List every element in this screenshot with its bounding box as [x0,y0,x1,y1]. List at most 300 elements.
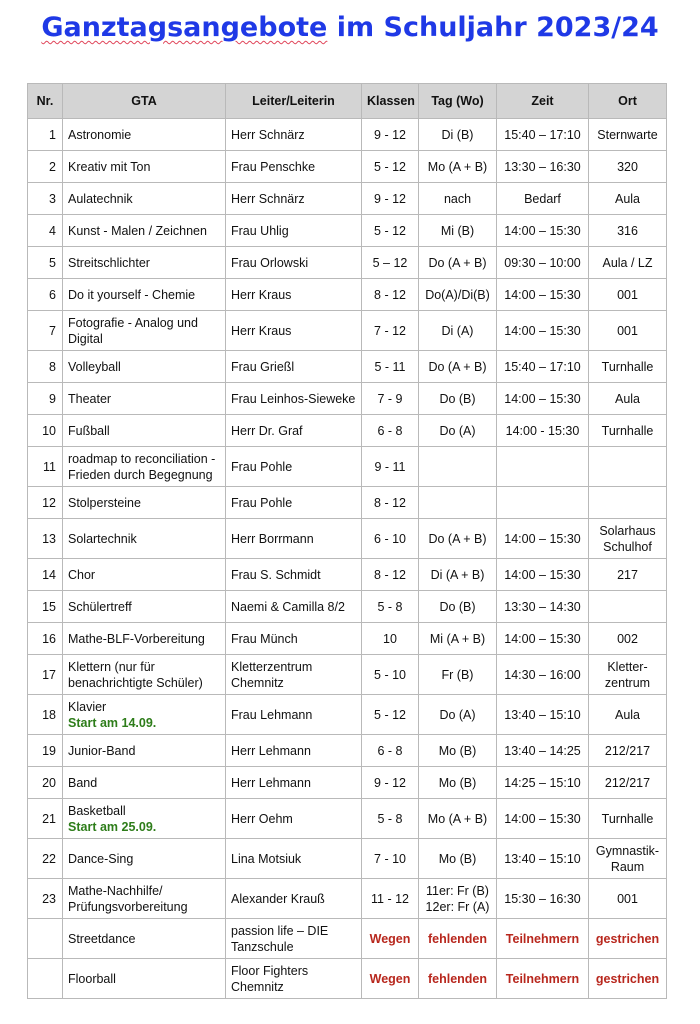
cell-leiter [226,919,362,959]
start-date-note: Start am 14.09. [68,715,157,730]
cell-line: Raum [610,859,645,874]
cell-line: Stolpersteine [68,495,141,510]
cell-nr: 18 [28,695,63,735]
header-nr: Nr. [28,84,63,119]
cell-ort [589,655,667,695]
table-row [28,767,667,799]
header-klassen: Klassen [362,84,419,119]
cell-line: Di (B) [441,127,474,142]
cell-ort [589,879,667,919]
cell-line: Frau Münch [231,631,298,646]
cell-zeit: 14:00 – 15:30 [497,559,589,591]
table-row [28,959,667,999]
cell-zeit: 13:30 – 14:30 [497,591,589,623]
cell-tag [419,519,497,559]
cell-line: Floorball [68,971,116,986]
cell-nr: 12 [28,487,63,519]
cell-klassen: 9 - 12 [362,119,419,151]
cell-nr: 17 [28,655,63,695]
cell-gta [63,279,226,311]
gta-table [27,83,667,999]
cell-nr: 9 [28,383,63,415]
cell-zeit: 14:25 – 15:10 [497,767,589,799]
table-row [28,735,667,767]
cell-leiter [226,487,362,519]
cell-klassen: 9 - 12 [362,767,419,799]
cell-leiter [226,247,362,279]
cell-gta [63,351,226,383]
cell-line: Mathe-BLF-Vorbereitung [68,631,205,646]
cell-tag [419,735,497,767]
cell-klassen: 6 - 10 [362,519,419,559]
table-row [28,351,667,383]
cell-klassen: 10 [362,623,419,655]
cell-tag [419,415,497,447]
cell-ort [589,799,667,839]
cell-line: Alexander Krauß [231,891,325,906]
cell-line: Chor [68,567,96,582]
cancel-note: gestrichen [595,971,660,986]
cell-line: Digital [68,331,103,346]
cell-zeit [497,959,589,999]
cell-zeit: 15:40 – 17:10 [497,119,589,151]
cell-line: passion life – DIE [231,923,329,938]
cell-line: 212/217 [604,743,651,758]
cell-nr: 21 [28,799,63,839]
cell-klassen: 5 – 12 [362,247,419,279]
cell-line: Solarhaus [599,523,656,538]
cell-leiter [226,279,362,311]
cell-klassen: 5 - 12 [362,695,419,735]
cell-line: Junior-Band [68,743,136,758]
cell-nr: 14 [28,559,63,591]
cell-leiter [226,351,362,383]
cell-line: 001 [617,287,638,302]
cell-leiter [226,415,362,447]
cell-line: Mi (B) [440,223,475,238]
header-ort: Ort [589,84,667,119]
cell-nr: 13 [28,519,63,559]
cell-line: Aula [614,191,641,206]
cell-line: zentrum [604,675,651,690]
cell-ort [589,119,667,151]
cell-line: Basketball [68,803,126,818]
cell-gta [63,959,226,999]
cell-leiter [226,623,362,655]
header-gta: GTA [63,84,226,119]
cell-line: Frau Grießl [231,359,295,374]
cell-line: Frau Penschke [231,159,316,174]
cell-line: Klavier [68,699,107,714]
cell-zeit: 13:40 – 15:10 [497,695,589,735]
cell-gta [63,447,226,487]
cell-tag [419,119,497,151]
cell-gta [63,519,226,559]
cancel-note: Teilnehmern [505,931,580,946]
cell-zeit: 14:00 - 15:30 [497,415,589,447]
cell-line: 001 [617,891,638,906]
cell-klassen: 5 - 8 [362,799,419,839]
cell-line: Kreativ mit Ton [68,159,151,174]
cell-line: Schülertreff [68,599,132,614]
cell-zeit: 14:00 – 15:30 [497,799,589,839]
title-first-word: Ganztagsangebote [41,12,328,43]
cancel-note: gestrichen [595,931,660,946]
cell-line: nach [443,191,472,206]
cell-klassen: 8 - 12 [362,487,419,519]
cell-line: Do (A + B) [428,255,487,270]
cell-tag [419,695,497,735]
cell-gta [63,655,226,695]
cell-klassen: 9 - 12 [362,183,419,215]
cell-line: Do (A) [439,423,476,438]
cell-leiter [226,383,362,415]
cell-nr: 15 [28,591,63,623]
cell-line: Frau Leinhos-Sieweke [231,391,356,406]
cell-gta [63,183,226,215]
cell-line: Volleyball [68,359,121,374]
table-row [28,119,667,151]
cell-line: 001 [617,323,638,338]
cell-line: 217 [617,567,638,582]
cell-zeit: 15:40 – 17:10 [497,351,589,383]
cell-gta [63,799,226,839]
cell-tag [419,655,497,695]
cell-line: Streetdance [68,931,136,946]
cell-nr: 8 [28,351,63,383]
cell-leiter [226,183,362,215]
cell-line: Frieden durch Begegnung [68,467,213,482]
cell-nr: 20 [28,767,63,799]
cell-gta [63,487,226,519]
cell-line: Frau Uhlig [231,223,289,238]
cell-nr: 19 [28,735,63,767]
cell-line: Mi (A + B) [429,631,486,646]
cell-line: Aulatechnik [68,191,133,206]
cell-line: Do (B) [439,599,476,614]
cell-gta [63,119,226,151]
cell-leiter [226,959,362,999]
cell-ort [589,591,667,623]
table-row [28,623,667,655]
table-row [28,519,667,559]
cell-line: Prüfungsvorbereitung [68,899,188,914]
cell-line: Herr Lehmann [231,743,311,758]
cell-line: Do (A) [439,707,476,722]
cell-tag [419,959,497,999]
cell-nr [28,919,63,959]
cell-ort [589,735,667,767]
cell-nr: 6 [28,279,63,311]
cell-klassen: 5 - 12 [362,215,419,247]
cell-line: Solartechnik [68,531,137,546]
cell-ort [589,279,667,311]
cell-nr: 22 [28,839,63,879]
cell-zeit: 14:00 – 15:30 [497,383,589,415]
cell-line: Kunst - Malen / Zeichnen [68,223,207,238]
cancel-note: Wegen [369,971,411,986]
cell-line: Herr Borrmann [231,531,314,546]
cell-line: Herr Schnärz [231,127,305,142]
cell-line: 12er: Fr (A) [425,899,490,914]
cell-leiter [226,839,362,879]
cell-leiter [226,519,362,559]
cell-line: Frau Pohle [231,459,293,474]
cell-gta [63,415,226,447]
cell-zeit: 14:00 – 15:30 [497,311,589,351]
cell-klassen: 7 - 9 [362,383,419,415]
cell-line: Turnhalle [601,359,654,374]
cell-tag [419,383,497,415]
page-title [0,12,700,43]
cell-ort [589,215,667,247]
start-date-note: Start am 25.09. [68,819,157,834]
cell-line: Klettern (nur für [68,659,155,674]
cell-nr: 1 [28,119,63,151]
cell-klassen [362,959,419,999]
table-row [28,559,667,591]
cell-line: Aula [614,707,641,722]
cell-zeit [497,447,589,487]
cell-line: Frau Pohle [231,495,293,510]
cell-gta [63,767,226,799]
cell-tag [419,799,497,839]
cell-line: Herr Lehmann [231,775,311,790]
cell-line: Herr Kraus [231,323,292,338]
table-body [28,119,667,999]
cell-leiter [226,655,362,695]
cell-line: Mo (B) [438,775,477,790]
cell-tag [419,151,497,183]
cell-leiter [226,879,362,919]
cell-line: Do(A)/Di(B) [425,287,490,302]
cell-line: Frau Lehmann [231,707,313,722]
header-tag: Tag (Wo) [419,84,497,119]
cell-nr: 5 [28,247,63,279]
cell-line: Frau S. Schmidt [231,567,321,582]
table-header-row [28,84,667,119]
cell-ort [589,623,667,655]
cell-line: Di (A + B) [430,567,485,582]
header-leiter: Leiter/Leiterin [226,84,362,119]
cell-leiter [226,215,362,247]
cell-tag [419,767,497,799]
cell-klassen: 6 - 8 [362,735,419,767]
cell-line: Schulhof [603,539,652,554]
cell-line: Mo (A + B) [427,811,488,826]
cell-tag [419,487,497,519]
cell-tag [419,559,497,591]
table-row [28,799,667,839]
cell-line: Streitschlichter [68,255,150,270]
cell-line: Herr Kraus [231,287,292,302]
cell-line: Mo (B) [438,851,477,866]
cell-zeit [497,487,589,519]
cell-klassen: 5 - 10 [362,655,419,695]
table-row [28,215,667,247]
cell-nr: 11 [28,447,63,487]
cell-leiter [226,559,362,591]
cell-line: Do (B) [439,391,476,406]
cell-line: Kletterzentrum [231,659,313,674]
cell-ort [589,183,667,215]
table-row [28,591,667,623]
table-row [28,151,667,183]
cell-line: Fußball [68,423,110,438]
cell-klassen: 8 - 12 [362,279,419,311]
cell-gta [63,879,226,919]
cell-gta [63,311,226,351]
cell-line: Tanzschule [231,939,294,954]
table-row [28,447,667,487]
cell-zeit: 14:00 – 15:30 [497,519,589,559]
cell-tag [419,183,497,215]
cell-gta [63,215,226,247]
cell-tag [419,279,497,311]
cell-line: Frau Orlowski [231,255,309,270]
cell-line: 212/217 [604,775,651,790]
cell-gta [63,735,226,767]
cell-tag [419,215,497,247]
cell-line: Aula [614,391,641,406]
cell-tag [419,623,497,655]
cell-line: Astronomie [68,127,132,142]
table-row [28,311,667,351]
cell-zeit: 09:30 – 10:00 [497,247,589,279]
table-row [28,919,667,959]
cell-zeit: 13:30 – 16:30 [497,151,589,183]
cell-gta [63,559,226,591]
cell-klassen: 5 - 8 [362,591,419,623]
table-row [28,655,667,695]
cell-nr: 16 [28,623,63,655]
cell-zeit: 15:30 – 16:30 [497,879,589,919]
cell-line: Naemi & Camilla 8/2 [231,599,345,614]
cell-line: 002 [617,631,638,646]
cell-gta [63,591,226,623]
cell-gta [63,695,226,735]
cell-line: Di (A) [441,323,474,338]
cancel-note: Wegen [369,931,411,946]
cell-ort [589,959,667,999]
cell-zeit: 13:40 – 14:25 [497,735,589,767]
header-zeit: Zeit [497,84,589,119]
cell-zeit: 13:40 – 15:10 [497,839,589,879]
cell-line: Chemnitz [231,675,284,690]
cell-ort [589,767,667,799]
cell-ort [589,519,667,559]
cell-line: 316 [617,223,638,238]
cell-zeit: 14:00 – 15:30 [497,215,589,247]
cell-line: Fr (B) [441,667,474,682]
cell-klassen: 9 - 11 [362,447,419,487]
cell-klassen: 5 - 11 [362,351,419,383]
table-row [28,415,667,447]
cell-leiter [226,151,362,183]
cell-nr: 23 [28,879,63,919]
cell-line: 320 [617,159,638,174]
cell-line: Mo (A + B) [427,159,488,174]
cell-leiter [226,119,362,151]
cell-zeit [497,919,589,959]
cell-klassen: 6 - 8 [362,415,419,447]
cell-tag [419,839,497,879]
cell-tag [419,591,497,623]
cancel-note: fehlenden [427,931,488,946]
cell-gta [63,383,226,415]
cell-ort [589,151,667,183]
cell-zeit: Bedarf [497,183,589,215]
cell-line: Dance-Sing [68,851,134,866]
cell-ort [589,415,667,447]
cell-ort [589,447,667,487]
cell-line: benachrichtigte Schüler) [68,675,203,690]
cell-klassen [362,919,419,959]
cell-ort [589,695,667,735]
table-row [28,879,667,919]
cell-ort [589,383,667,415]
cell-ort [589,247,667,279]
cell-line: Herr Oehm [231,811,293,826]
cell-nr: 2 [28,151,63,183]
cell-line: Turnhalle [601,423,654,438]
cell-ort [589,311,667,351]
table-row [28,383,667,415]
cell-line: Sternwarte [597,127,658,142]
cell-leiter [226,447,362,487]
cell-leiter [226,591,362,623]
cell-ort [589,487,667,519]
cell-gta [63,623,226,655]
cell-leiter [226,767,362,799]
table-row [28,839,667,879]
table-row [28,487,667,519]
cell-ort [589,919,667,959]
cell-gta [63,919,226,959]
cell-tag [419,919,497,959]
cancel-note: fehlenden [427,971,488,986]
cell-line: Floor Fighters [231,963,309,978]
cell-tag [419,351,497,383]
cell-line: Herr Schnärz [231,191,305,206]
cell-zeit: 14:00 – 15:30 [497,623,589,655]
cell-line: Lina Motsiuk [231,851,302,866]
cell-line: Mathe-Nachhilfe/ [68,883,163,898]
cell-line: Kletter- [607,659,648,674]
cell-gta [63,247,226,279]
title-rest: im Schuljahr 2023/24 [327,12,659,43]
cell-tag [419,247,497,279]
cell-gta [63,839,226,879]
cell-klassen: 7 - 12 [362,311,419,351]
cell-nr: 4 [28,215,63,247]
cell-leiter [226,311,362,351]
cell-ort [589,559,667,591]
cancel-note: Teilnehmern [505,971,580,986]
cell-line: Chemnitz [231,979,284,994]
cell-klassen: 7 - 10 [362,839,419,879]
cell-klassen: 5 - 12 [362,151,419,183]
cell-leiter [226,735,362,767]
cell-line: Do (A + B) [428,531,487,546]
cell-line: Theater [68,391,112,406]
table-row [28,695,667,735]
cell-leiter [226,695,362,735]
table-row [28,247,667,279]
cell-line: Gymnastik- [595,843,660,858]
cell-line: Do (A + B) [428,359,487,374]
cell-line: Fotografie - Analog und [68,315,198,330]
